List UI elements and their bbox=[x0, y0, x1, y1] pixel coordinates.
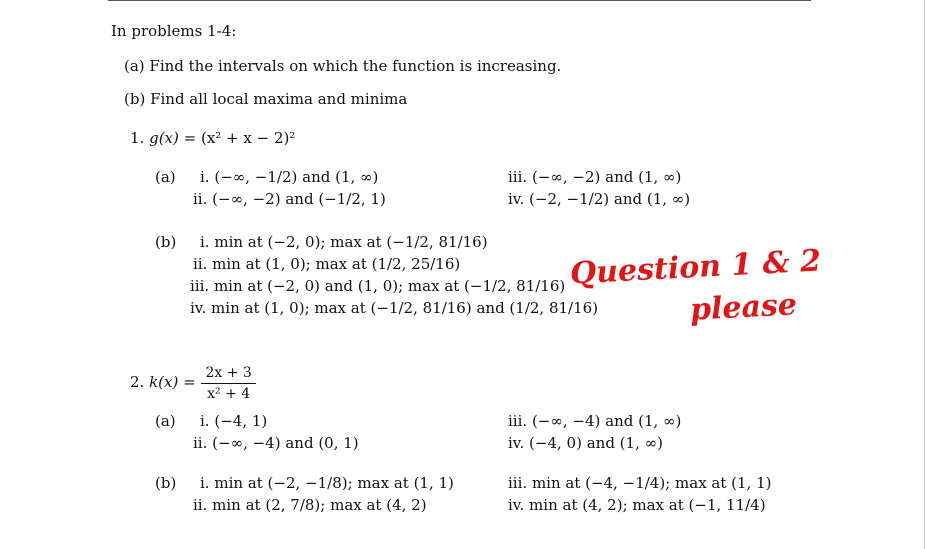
problem-1-statement: 1. g(x) = (x² + x − 2)² bbox=[130, 129, 296, 147]
option-text: (−∞, −2) and (−1/2, 1) bbox=[212, 190, 386, 208]
p1-b-option-ii bbox=[193, 255, 460, 273]
option-label: ii. bbox=[193, 190, 208, 208]
problem-2-fraction bbox=[201, 365, 255, 402]
problem-1-number: 1. bbox=[130, 129, 145, 147]
option-label: ii. bbox=[193, 255, 208, 273]
p1-a-option-iii bbox=[508, 168, 681, 186]
p1-a-option-i bbox=[200, 168, 378, 186]
p2-b-option-i bbox=[200, 474, 454, 492]
p1-b-option-i bbox=[200, 233, 488, 251]
option-text: (−∞, −2) and (1, ∞) bbox=[531, 168, 682, 186]
handwritten-note-line2: please bbox=[689, 287, 798, 328]
p2-a-option-iv bbox=[508, 434, 663, 452]
option-text: min at (−4, −1/4); max at (1, 1) bbox=[531, 474, 772, 492]
option-text: min at (−2, 0) and (1, 0); max at (−1/2, 81/16) bbox=[213, 277, 566, 295]
option-label: iii. bbox=[508, 168, 528, 186]
p1-b-option-iv bbox=[190, 299, 598, 317]
option-label: ii. bbox=[193, 434, 208, 452]
option-text: (−∞, −4) and (1, ∞) bbox=[531, 412, 682, 430]
option-text: (−4, 1) bbox=[214, 412, 268, 430]
handwritten-note-line1: Question 1 & 2 bbox=[569, 243, 822, 292]
option-text: (−∞, −4) and (0, 1) bbox=[212, 434, 359, 452]
problem-2-b-label: (b) bbox=[155, 474, 177, 492]
option-label: iv. bbox=[508, 434, 525, 452]
top-rule bbox=[108, 0, 811, 1]
instruction-a: (a) Find the intervals on which the function is increasing. bbox=[124, 57, 562, 75]
p2-a-option-iii bbox=[508, 412, 681, 430]
option-label: iv. bbox=[190, 299, 207, 317]
problem-1-lhs: g(x) bbox=[149, 129, 179, 147]
option-label: i. bbox=[200, 474, 210, 492]
p1-b-option-iii bbox=[190, 277, 565, 295]
instruction-b: (b) Find all local maxima and minima bbox=[124, 90, 408, 108]
p2-b-option-iii bbox=[508, 474, 771, 492]
option-label: iv. bbox=[508, 190, 525, 208]
problem-2-statement: 2. k(x) = $\frac{2x + 3}{\text{x² + 4}}$ bbox=[130, 362, 257, 402]
problem-2-a-label: (a) bbox=[155, 412, 176, 430]
problem-1-a-label: (a) bbox=[155, 168, 176, 186]
problem-1-b-label: (b) bbox=[155, 233, 177, 251]
option-label: iv. bbox=[508, 496, 525, 514]
option-text: min at (1, 0); max at (−1/2, 81/16) and (1/2, 81/16) bbox=[211, 299, 599, 317]
option-label: iii. bbox=[190, 277, 210, 295]
option-text: (−4, 0) and (1, ∞) bbox=[529, 434, 663, 452]
option-text: min at (2, 7/8); max at (4, 2) bbox=[212, 496, 427, 514]
p2-a-option-ii bbox=[193, 434, 359, 452]
fraction-denominator: x² + 4 bbox=[207, 385, 251, 402]
problem-2-lhs: k(x) bbox=[149, 373, 179, 391]
option-label: i. bbox=[200, 233, 210, 251]
option-text: min at (4, 2); max at (−1, 11/4) bbox=[529, 496, 766, 514]
p2-a-option-i bbox=[200, 412, 267, 430]
option-text: (−2, −1/2) and (1, ∞) bbox=[529, 190, 691, 208]
option-text: (−∞, −1/2) and (1, ∞) bbox=[214, 168, 379, 186]
problem-1-rhs: (x² + x − 2)² bbox=[200, 129, 296, 147]
option-label: iii. bbox=[508, 412, 528, 430]
p2-b-option-iv bbox=[508, 496, 766, 514]
option-label: i. bbox=[200, 412, 210, 430]
p1-a-option-iv bbox=[508, 190, 690, 208]
option-label: ii. bbox=[193, 496, 208, 514]
fraction-numerator: 2x + 3 bbox=[201, 365, 255, 384]
option-text: min at (−2, −1/8); max at (1, 1) bbox=[214, 474, 454, 492]
problem-2-number: 2. bbox=[130, 373, 145, 391]
option-label: iii. bbox=[508, 474, 528, 492]
option-label: i. bbox=[200, 168, 210, 186]
problems-heading: In problems 1-4: bbox=[111, 22, 237, 40]
p1-a-option-ii bbox=[193, 190, 386, 208]
p2-b-option-ii bbox=[193, 496, 427, 514]
option-text: min at (1, 0); max at (1/2, 25/16) bbox=[212, 255, 461, 273]
option-text: min at (−2, 0); max at (−1/2, 81/16) bbox=[214, 233, 488, 251]
